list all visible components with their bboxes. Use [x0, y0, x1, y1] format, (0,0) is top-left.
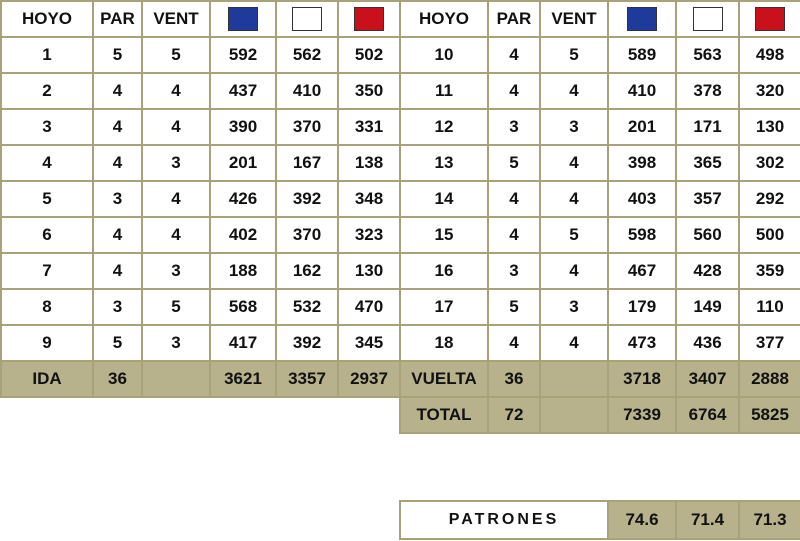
blue-tee-icon — [627, 7, 657, 31]
front-par-cell: 4 — [93, 145, 142, 181]
front-red-cell: 348 — [338, 181, 400, 217]
front-hoyo-cell: 1 — [1, 37, 93, 73]
front-vent-cell: 5 — [142, 289, 210, 325]
front-par-cell: 4 — [93, 217, 142, 253]
back-hoyo-cell: 13 — [400, 145, 488, 181]
front-white-cell: 532 — [276, 289, 338, 325]
front-vent-cell: 3 — [142, 253, 210, 289]
front-blue-cell: 426 — [210, 181, 276, 217]
front-blue-cell: 188 — [210, 253, 276, 289]
hole-row — [1, 109, 800, 145]
front-hoyo-cell: 9 — [1, 325, 93, 361]
back-white-cell: 378 — [676, 73, 739, 109]
front-vent-cell: 4 — [142, 181, 210, 217]
back-red-cell: 292 — [739, 181, 800, 217]
back-blue-cell: 398 — [608, 145, 676, 181]
back-blue-cell: 179 — [608, 289, 676, 325]
white-tee-icon — [693, 7, 723, 31]
front-blue-cell: 437 — [210, 73, 276, 109]
back-vent-cell: 5 — [540, 217, 608, 253]
back-red-cell: 130 — [739, 109, 800, 145]
back-vent-cell: 3 — [540, 109, 608, 145]
hole-row — [1, 325, 800, 361]
front-vent-cell: 4 — [142, 109, 210, 145]
ida-vent — [142, 361, 210, 397]
back-par-cell: 4 — [488, 325, 540, 361]
ida-vuelta-row — [1, 361, 800, 397]
header-vent-back: VENT — [540, 1, 608, 37]
vuelta-red: 2888 — [739, 361, 800, 397]
back-hoyo-cell: 12 — [400, 109, 488, 145]
front-par-cell: 3 — [93, 289, 142, 325]
back-red-cell: 500 — [739, 217, 800, 253]
back-white-cell: 428 — [676, 253, 739, 289]
back-white-cell: 563 — [676, 37, 739, 73]
back-par-cell: 4 — [488, 181, 540, 217]
back-hoyo-cell: 11 — [400, 73, 488, 109]
back-hoyo-cell: 14 — [400, 181, 488, 217]
ida-label: IDA — [1, 361, 93, 397]
white-tee-icon — [292, 7, 322, 31]
front-vent-cell: 4 — [142, 217, 210, 253]
back-par-cell: 3 — [488, 253, 540, 289]
total-par: 72 — [488, 397, 540, 433]
vuelta-white: 3407 — [676, 361, 739, 397]
front-white-cell: 370 — [276, 109, 338, 145]
front-vent-cell: 4 — [142, 73, 210, 109]
front-red-cell: 138 — [338, 145, 400, 181]
back-white-cell: 171 — [676, 109, 739, 145]
header-red-tee — [338, 1, 400, 37]
total-red: 5825 — [739, 397, 800, 433]
front-blue-cell: 390 — [210, 109, 276, 145]
back-blue-cell: 473 — [608, 325, 676, 361]
blue-tee-icon — [228, 7, 258, 31]
back-par-cell: 4 — [488, 217, 540, 253]
hole-row — [1, 217, 800, 253]
header-white-tee-back — [676, 1, 739, 37]
ida-par: 36 — [93, 361, 142, 397]
header-par: PAR — [93, 1, 142, 37]
front-white-cell: 392 — [276, 325, 338, 361]
hole-row — [1, 145, 800, 181]
front-red-cell: 470 — [338, 289, 400, 325]
ida-blue: 3621 — [210, 361, 276, 397]
back-hoyo-cell: 17 — [400, 289, 488, 325]
front-vent-cell: 3 — [142, 145, 210, 181]
front-hoyo-cell: 8 — [1, 289, 93, 325]
hole-row — [1, 73, 800, 109]
back-vent-cell: 3 — [540, 289, 608, 325]
back-hoyo-cell: 15 — [400, 217, 488, 253]
back-vent-cell: 5 — [540, 37, 608, 73]
front-white-cell: 410 — [276, 73, 338, 109]
vuelta-label: VUELTA — [400, 361, 488, 397]
back-blue-cell: 201 — [608, 109, 676, 145]
front-white-cell: 392 — [276, 181, 338, 217]
vuelta-par: 36 — [488, 361, 540, 397]
front-hoyo-cell: 2 — [1, 73, 93, 109]
back-red-cell: 359 — [739, 253, 800, 289]
front-hoyo-cell: 7 — [1, 253, 93, 289]
header-vent: VENT — [142, 1, 210, 37]
front-blue-cell: 592 — [210, 37, 276, 73]
front-hoyo-cell: 6 — [1, 217, 93, 253]
back-white-cell: 365 — [676, 145, 739, 181]
hole-row — [1, 289, 800, 325]
ida-red: 2937 — [338, 361, 400, 397]
back-red-cell: 498 — [739, 37, 800, 73]
back-white-cell: 357 — [676, 181, 739, 217]
front-par-cell: 4 — [93, 73, 142, 109]
patrones-table — [399, 500, 800, 540]
front-par-cell: 3 — [93, 181, 142, 217]
front-red-cell: 323 — [338, 217, 400, 253]
front-white-cell: 562 — [276, 37, 338, 73]
back-hoyo-cell: 18 — [400, 325, 488, 361]
back-white-cell: 560 — [676, 217, 739, 253]
back-blue-cell: 410 — [608, 73, 676, 109]
back-par-cell: 3 — [488, 109, 540, 145]
back-blue-cell: 403 — [608, 181, 676, 217]
back-par-cell: 4 — [488, 37, 540, 73]
back-red-cell: 110 — [739, 289, 800, 325]
header-red-tee-back — [739, 1, 800, 37]
blank-space — [1, 397, 400, 433]
patrones-white: 71.4 — [676, 501, 739, 539]
back-par-cell: 5 — [488, 145, 540, 181]
back-blue-cell: 467 — [608, 253, 676, 289]
total-label: TOTAL — [400, 397, 488, 433]
back-blue-cell: 598 — [608, 217, 676, 253]
patrones-row — [400, 501, 800, 539]
front-vent-cell: 3 — [142, 325, 210, 361]
vuelta-blue: 3718 — [608, 361, 676, 397]
front-blue-cell: 417 — [210, 325, 276, 361]
front-par-cell: 5 — [93, 37, 142, 73]
hole-row — [1, 181, 800, 217]
hole-row — [1, 37, 800, 73]
header-blue-tee-back — [608, 1, 676, 37]
total-blue: 7339 — [608, 397, 676, 433]
red-tee-icon — [755, 7, 785, 31]
front-blue-cell: 568 — [210, 289, 276, 325]
back-par-cell: 5 — [488, 289, 540, 325]
back-vent-cell: 4 — [540, 325, 608, 361]
front-blue-cell: 201 — [210, 145, 276, 181]
header-hoyo-back: HOYO — [400, 1, 488, 37]
back-par-cell: 4 — [488, 73, 540, 109]
back-vent-cell: 4 — [540, 181, 608, 217]
front-hoyo-cell: 3 — [1, 109, 93, 145]
header-blue-tee — [210, 1, 276, 37]
back-white-cell: 436 — [676, 325, 739, 361]
total-row — [1, 397, 800, 433]
front-par-cell: 4 — [93, 253, 142, 289]
hole-row — [1, 253, 800, 289]
back-vent-cell: 4 — [540, 145, 608, 181]
front-red-cell: 130 — [338, 253, 400, 289]
front-blue-cell: 402 — [210, 217, 276, 253]
front-red-cell: 350 — [338, 73, 400, 109]
patrones-label: PATRONES — [400, 501, 608, 539]
front-vent-cell: 5 — [142, 37, 210, 73]
patrones-blue: 74.6 — [608, 501, 676, 539]
header-hoyo: HOYO — [1, 1, 93, 37]
back-vent-cell: 4 — [540, 253, 608, 289]
back-red-cell: 377 — [739, 325, 800, 361]
patrones-red: 71.3 — [739, 501, 800, 539]
header-row — [1, 1, 800, 37]
back-vent-cell: 4 — [540, 73, 608, 109]
header-par-back: PAR — [488, 1, 540, 37]
back-hoyo-cell: 10 — [400, 37, 488, 73]
total-white: 6764 — [676, 397, 739, 433]
front-red-cell: 345 — [338, 325, 400, 361]
front-white-cell: 167 — [276, 145, 338, 181]
back-white-cell: 149 — [676, 289, 739, 325]
red-tee-icon — [354, 7, 384, 31]
total-vent — [540, 397, 608, 433]
front-white-cell: 370 — [276, 217, 338, 253]
front-white-cell: 162 — [276, 253, 338, 289]
front-hoyo-cell: 4 — [1, 145, 93, 181]
front-red-cell: 502 — [338, 37, 400, 73]
front-hoyo-cell: 5 — [1, 181, 93, 217]
front-red-cell: 331 — [338, 109, 400, 145]
back-red-cell: 320 — [739, 73, 800, 109]
back-red-cell: 302 — [739, 145, 800, 181]
back-blue-cell: 589 — [608, 37, 676, 73]
vuelta-vent — [540, 361, 608, 397]
ida-white: 3357 — [276, 361, 338, 397]
front-par-cell: 5 — [93, 325, 142, 361]
front-par-cell: 4 — [93, 109, 142, 145]
back-hoyo-cell: 16 — [400, 253, 488, 289]
header-white-tee — [276, 1, 338, 37]
